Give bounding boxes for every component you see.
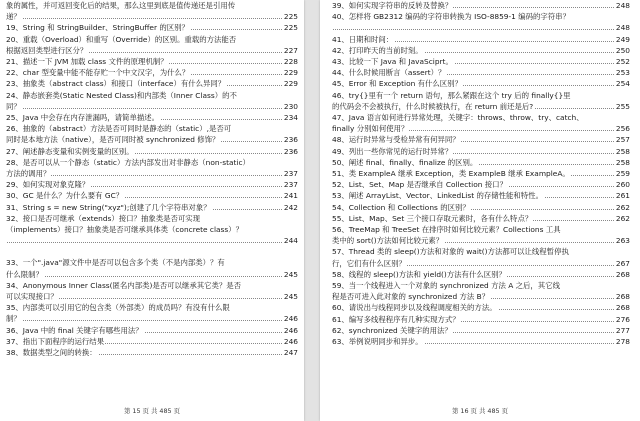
toc-entry[interactable] [6, 291, 298, 302]
toc-page-number: 245 [283, 292, 298, 302]
toc-entry[interactable] [332, 224, 630, 235]
toc-entry[interactable] [6, 202, 298, 213]
toc-entry[interactable] [6, 325, 298, 336]
toc-entry-title: 43、比较一下 Java 和 JavaSciprt。 [332, 57, 453, 67]
toc-entry-title [332, 23, 333, 32]
toc-entry[interactable] [6, 302, 298, 313]
toc-entry[interactable] [6, 313, 298, 324]
toc-page-number: 234 [283, 113, 298, 123]
toc-page-number: 263 [615, 236, 630, 246]
toc-entry-title: 程是否可进入此对象的 synchronized 方法 B？ [332, 292, 490, 302]
toc-entry[interactable] [332, 34, 630, 45]
toc-entry-title: 59、当一个线程进入一个对象的 synchronized 方法 A 之后，其它线 [332, 281, 560, 291]
toc-entry-title: 50、阐述 final、finally、finalize 的区别。 [332, 157, 478, 167]
toc-entry-title: 62、synchronized 关键字的用法？ [332, 325, 452, 335]
toc-entry[interactable] [6, 347, 298, 358]
toc-page-number: 253 [615, 68, 630, 78]
toc-page-number: 246 [283, 336, 298, 346]
toc-page-number: 248 [615, 23, 630, 33]
toc-page-number: 249 [615, 34, 630, 44]
toc-entry[interactable] [6, 11, 298, 22]
toc-entry[interactable] [332, 246, 630, 257]
toc-page-number: 248 [615, 1, 630, 10]
toc-entry-title: 55、List、Map、Set 三个接口存取元素时，各有什么特点？ [332, 213, 533, 223]
toc-entry-title: 42、打印昨天的当前时刻。 [332, 45, 423, 55]
toc-entry-title: 制？ [6, 314, 21, 324]
toc-page-number: 258 [615, 146, 630, 156]
toc-entry[interactable] [6, 134, 298, 145]
toc-page-number: 225 [283, 12, 298, 22]
toc-entry-title: 19、String 和 StringBuilder、StringBuffer 的区别？ [6, 23, 189, 33]
toc-entry-title: 46、try{}里有一个 return 语句，那么紧跟在这个 try 后的 finally{}里 [332, 90, 571, 100]
page-footer: 第 16 页 共 485 页 [451, 407, 509, 415]
toc-page-number: 268 [615, 269, 630, 279]
toc-entry-title: 象的属性，并可返回变化后的结果，那么这里到底是值传递还是引用传 [6, 1, 236, 10]
toc-entry-title: （implements）接口？抽象类是否可继承具体类（concrete class）？ [6, 225, 244, 235]
toc-entry-title: 同时是本地方法（native），是否可同时被 synchronized 修饰？ [6, 135, 220, 145]
toc-page-number: 250 [615, 45, 630, 55]
toc-entry[interactable] [6, 157, 298, 168]
toc-page-number: 268 [615, 292, 630, 302]
toc-entry[interactable] [332, 269, 630, 280]
toc-entry-title: 26、抽象的（abstract）方法是否可同时是静态的（static）,是否可 [6, 124, 232, 134]
toc-entry-title: 行，它们有什么区别？ [332, 258, 406, 268]
toc-entry-title: 27、阐述静态变量和实例变量的区别。 [6, 146, 134, 156]
toc-entry[interactable] [332, 325, 630, 336]
toc-page-number: 278 [615, 337, 630, 347]
toc-entry-title: 的代码会不会被执行，什么时候被执行，在 return 前还是后? [332, 101, 534, 111]
toc-entry-title: 58、线程的 sleep()方法和 yield()方法有什么区别？ [332, 269, 506, 279]
toc-entry[interactable] [332, 11, 630, 22]
toc-page-number: 259 [615, 169, 630, 179]
toc-page-number: 256 [615, 124, 630, 134]
toc-entry-title: 57、Thread 类的 sleep()方法和对象的 wait()方法都可以让线程暂停执 [332, 247, 569, 257]
toc-entry[interactable] [6, 34, 298, 45]
toc-page-number: 254 [615, 79, 630, 89]
toc-page-right [320, 0, 640, 421]
toc-page-number: 237 [283, 180, 298, 190]
toc-entry-title: 39、如何实现字符串的反转及替换？ [332, 1, 453, 10]
toc-entry-title: 35、内部类可以引用它的包含类（外部类）的成员吗？有没有什么限 [6, 303, 230, 313]
toc-entry-title: 49、列出一些你常见的运行时异常？ [332, 146, 453, 156]
toc-entry[interactable] [6, 112, 298, 123]
toc-entry-title: 24、静态嵌套类(Static Nested Class)和内部类（Inner Class）的不 [6, 90, 237, 100]
toc-page-number: 252 [615, 57, 630, 67]
toc-entry[interactable] [332, 56, 630, 67]
toc-entry-title: 方法的调用？ [6, 169, 51, 179]
toc-entry-title: 38、数据类型之间的转换： [6, 348, 97, 358]
toc-page-number: 230 [283, 101, 298, 111]
toc-entry-title: 52、List、Set、Map 是否继承自 Collection 接口？ [332, 180, 507, 190]
toc-entry[interactable] [6, 213, 298, 224]
toc-entry[interactable] [6, 67, 298, 78]
toc-entry-title: 22、char 型变量中能不能存贮一个中文汉字，为什么？ [6, 68, 190, 78]
toc-page-number: 268 [615, 303, 630, 313]
toc-entry-title: 31、String s = new String("xyz");创建了几个字符串对象？ [6, 202, 211, 212]
toc-page-number: 257 [615, 135, 630, 145]
toc-entry-title [6, 236, 7, 245]
toc-entry-title: 21、描述一下 JVM 加载 class 文件的原理机制？ [6, 57, 168, 67]
toc-entry[interactable] [6, 269, 298, 280]
toc-page-number: 237 [283, 169, 298, 179]
toc-entry-title: 30、GC 是什么？为什么要有 GC？ [6, 191, 124, 201]
toc-page-number: 267 [615, 258, 630, 268]
toc-page-number: 255 [615, 101, 630, 111]
toc-entry[interactable] [6, 179, 298, 190]
toc-page-number: 247 [283, 348, 298, 358]
toc-entry-title: 33、一个".java"源文件中是否可以包含多个类（不是内部类）？有 [6, 258, 225, 268]
toc-entry[interactable] [6, 90, 298, 101]
toc-entry[interactable] [6, 101, 298, 112]
toc-entry-title: 41、日期和时间： [332, 34, 394, 44]
toc-entry-title: 44、什么时候用断言（assert）？ [332, 68, 446, 78]
toc-entry[interactable] [332, 45, 630, 56]
toc-entry[interactable] [332, 157, 630, 168]
toc-entry-title: 37、指出下面程序的运行结果 [6, 336, 105, 346]
toc-page-number: 276 [615, 314, 630, 324]
toc-entry-title: 48、运行时异常与受检异常有何异同？ [332, 135, 460, 145]
toc-entry-title: 56、TreeMap 和 TreeSet 在排序时如何比较元素？Collections 工具 [332, 225, 561, 235]
toc-page-number: 277 [615, 325, 630, 335]
toc-entry-title: 29、如何实现对象克隆？ [6, 180, 90, 190]
toc-entry[interactable] [6, 123, 298, 134]
toc-page-number: 228 [283, 57, 298, 67]
toc-entry[interactable] [332, 78, 630, 89]
toc-gap [6, 246, 298, 257]
toc-entry-title: 递？ [6, 12, 21, 22]
toc-entry[interactable] [6, 235, 298, 246]
toc-entry-title: 25、Java 中会存在内存泄漏吗，请简单描述。 [6, 113, 160, 123]
toc-entry[interactable] [332, 258, 630, 269]
toc-entry[interactable] [332, 291, 630, 302]
toc-entry[interactable] [6, 280, 298, 291]
toc-entry[interactable] [6, 0, 298, 11]
toc-entry-title: 类中的 sort()方法如何比较元素？ [332, 236, 444, 246]
toc-entry[interactable] [332, 101, 630, 112]
toc-page-number: 260 [615, 180, 630, 190]
toc-list [332, 0, 630, 347]
toc-entry[interactable] [6, 257, 298, 268]
toc-entry-title: finally 分别如何使用？ [332, 124, 409, 134]
toc-entry[interactable] [332, 22, 630, 33]
toc-entry-title: 63、举例说明同步和异步。 [332, 337, 423, 347]
toc-entry[interactable] [332, 336, 630, 347]
toc-entry-title: 51、类 ExampleA 继承 Exception，类 ExampleB 继承 ExampleA。 [332, 169, 570, 179]
toc-page-number: 245 [283, 269, 298, 279]
toc-entry[interactable] [332, 134, 630, 145]
toc-page-number: 261 [615, 191, 630, 201]
toc-page-number: 246 [283, 325, 298, 335]
toc-entry-title: 根据返回类型进行区分？ [6, 45, 88, 55]
toc-entry[interactable] [332, 0, 630, 11]
toc-entry[interactable] [332, 213, 630, 224]
toc-entry-title: 32、接口是否可继承（extends）接口？抽象类是否可实现 [6, 213, 201, 223]
toc-entry[interactable] [6, 146, 298, 157]
toc-entry-title: 28、是否可以从一个静态（static）方法内部发出对非静态（non-static） [6, 157, 250, 167]
toc-entry-title: 47、Java 语言如何进行异常处理，关键字：throws、throw、try、catch、 [332, 113, 584, 123]
toc-page-number: 227 [283, 45, 298, 55]
toc-entry[interactable] [332, 280, 630, 291]
toc-entry[interactable] [332, 90, 630, 101]
toc-entry[interactable] [332, 146, 630, 157]
toc-entry-title: 60、请说出与线程同步以及线程调度相关的方法。 [332, 303, 497, 313]
toc-list [6, 0, 298, 358]
toc-entry[interactable] [332, 202, 630, 213]
toc-entry-title: 34、Anonymous Inner Class(匿名内部类)是否可以继承其它类？是否 [6, 280, 242, 290]
toc-page-number: 244 [283, 236, 298, 246]
toc-entry[interactable] [332, 179, 630, 190]
toc-page-number: 262 [615, 202, 630, 212]
toc-entry[interactable] [6, 56, 298, 67]
toc-page-number: 229 [283, 79, 298, 89]
toc-entry-title: 36、Java 中的 final 关键字有哪些用法？ [6, 325, 143, 335]
toc-page-number: 246 [283, 314, 298, 324]
toc-entry-title: 什么限制？ [6, 269, 43, 279]
toc-entry[interactable] [6, 224, 298, 235]
toc-page-number: 258 [615, 157, 630, 167]
toc-entry-title: 45、Error 和 Exception 有什么区别？ [332, 79, 462, 89]
toc-entry-title: 40、怎样将 GB2312 编码的字符串转换为 ISO-8859-1 编码的字符串？ [332, 12, 570, 22]
toc-entry[interactable] [332, 123, 630, 134]
toc-entry-title: 23、抽象类（abstract class）和接口（interface）有什么异同？ [6, 79, 226, 89]
toc-page-number: 236 [283, 146, 298, 156]
toc-entry[interactable] [332, 168, 630, 179]
toc-entry[interactable] [332, 235, 630, 246]
toc-page-number: 229 [283, 68, 298, 78]
toc-entry[interactable] [6, 336, 298, 347]
toc-page-number: 241 [283, 191, 298, 201]
toc-entry-title: 同？ [6, 101, 21, 111]
toc-entry[interactable] [332, 190, 630, 201]
toc-entry[interactable] [6, 190, 298, 201]
toc-entry[interactable] [6, 45, 298, 56]
toc-entry-title: 54、Collection 和 Collections 的区别？ [332, 202, 470, 212]
toc-page-number: 242 [283, 202, 298, 212]
toc-page-number: 236 [283, 135, 298, 145]
page-footer: 第 15 页 共 485 页 [123, 407, 181, 415]
toc-page-number: 262 [615, 213, 630, 223]
toc-entry[interactable] [6, 78, 298, 89]
toc-entry-title: 可以实现接口？ [6, 292, 58, 302]
toc-entry[interactable] [332, 302, 630, 313]
toc-entry[interactable] [6, 168, 298, 179]
toc-page-number: 225 [283, 23, 298, 33]
toc-entry[interactable] [6, 22, 298, 33]
toc-entry[interactable] [332, 314, 630, 325]
toc-entry[interactable] [332, 112, 630, 123]
toc-entry-title: 61、编写多线程程序有几种实现方式？ [332, 314, 460, 324]
toc-entry-title: 53、阐述 ArrayList、Vector、LinkedList 的存储性能和特性。 [332, 191, 543, 201]
toc-entry-title: 20、重载（Overload）和重写（Override）的区别。重载的方法能否 [6, 34, 237, 44]
toc-page-left [0, 0, 304, 421]
toc-entry[interactable] [332, 67, 630, 78]
